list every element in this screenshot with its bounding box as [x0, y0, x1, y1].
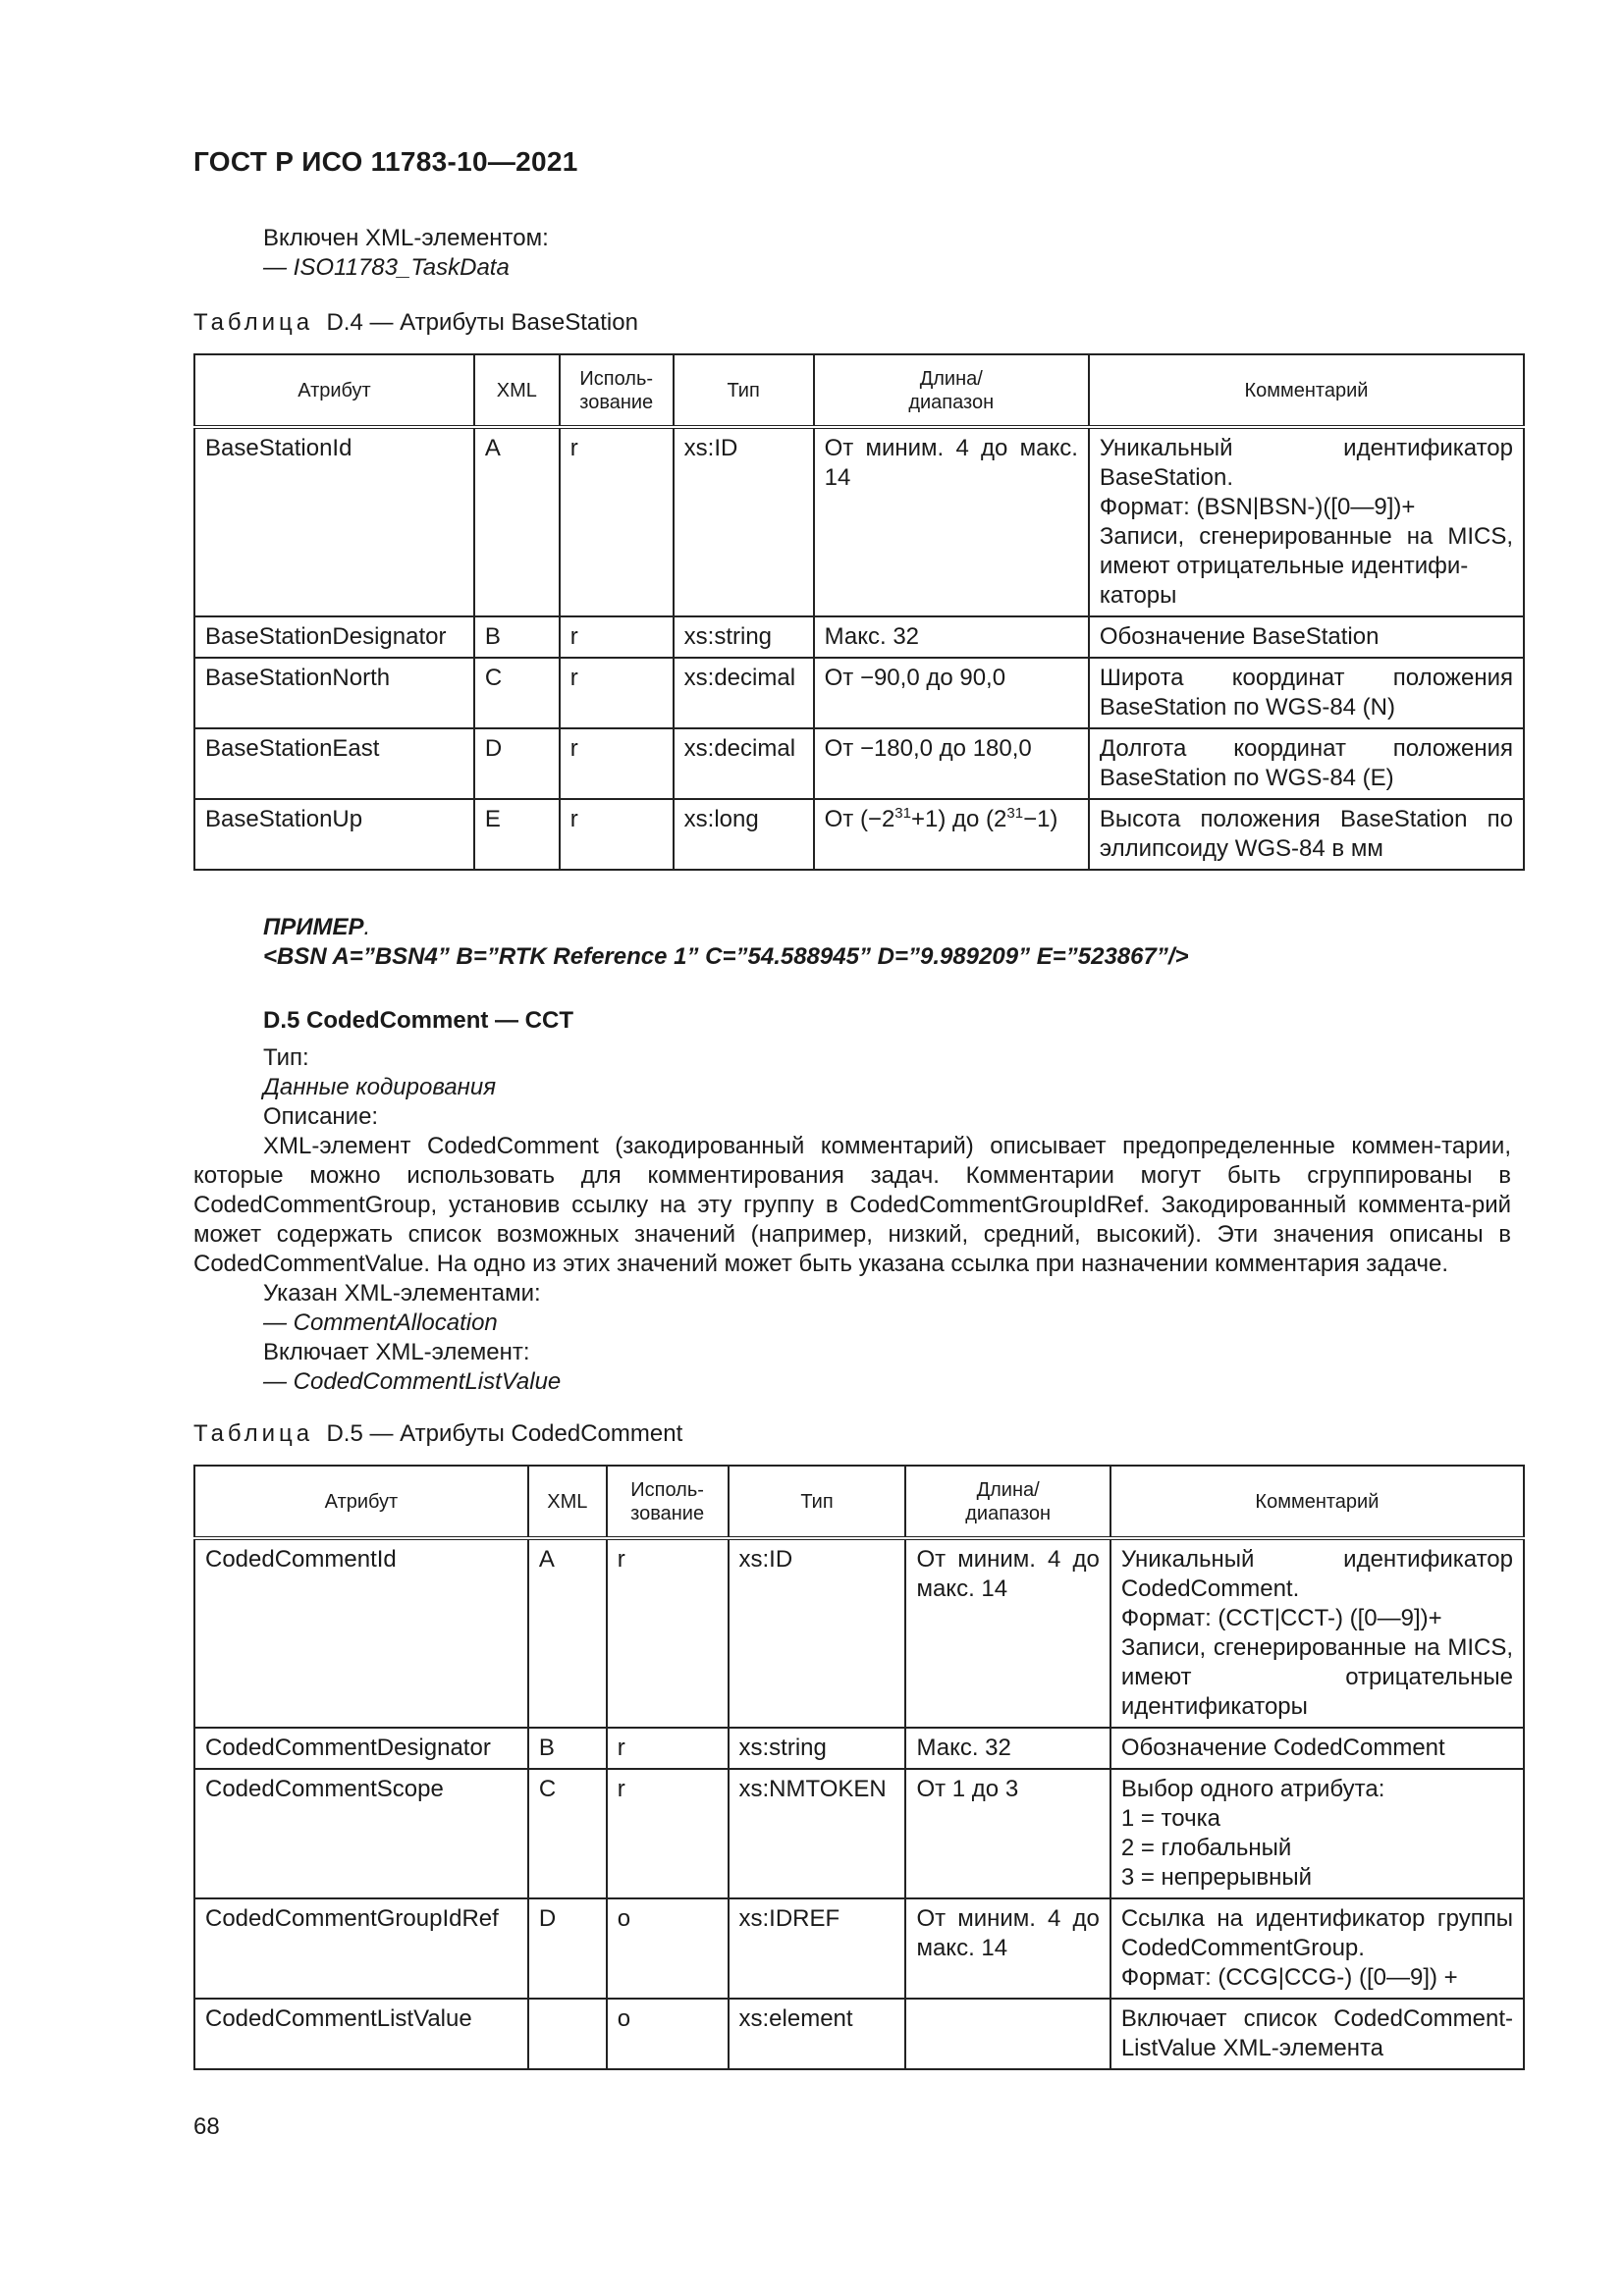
table-d5	[193, 1465, 1525, 2070]
table-row	[194, 1769, 1524, 1898]
cell-comment	[1110, 1538, 1524, 1728]
cell-comment: Долгота координат положения BaseStation по WGS-84 (E)	[1089, 728, 1524, 799]
cell-range: От миним. 4 до макс. 14	[905, 1898, 1110, 1999]
col-header-comment: Комментарий	[1110, 1466, 1524, 1538]
table-header-row	[194, 354, 1524, 427]
col-header-range-text: Длина/ диапазон	[908, 367, 995, 413]
document-header: ГОСТ Р ИСО 11783-10—2021	[193, 146, 578, 177]
cell-attribute: BaseStationUp	[194, 799, 474, 870]
cell-usage: r	[560, 658, 674, 728]
cell-usage: o	[607, 1999, 729, 2069]
cell-attribute: BaseStationEast	[194, 728, 474, 799]
section-d5-heading: D.5 CodedComment — CCT	[263, 1007, 574, 1034]
cell-type: xs:NMTOKEN	[729, 1769, 906, 1898]
table-header-row	[194, 1466, 1524, 1538]
included-value: — ISO11783_TaskData	[263, 254, 510, 281]
cell-comment	[1110, 1898, 1524, 1999]
cell-range: От −90,0 до 90,0	[814, 658, 1089, 728]
example-code: <BSN A=”BSN4” B=”RTK Reference 1” C=”54.588945” D=”9.989209” E=”523867”/>	[263, 943, 1189, 970]
description-label: Описание:	[263, 1103, 379, 1130]
table-row	[194, 1898, 1524, 1999]
referenced-value: — CommentAllocation	[263, 1309, 498, 1336]
col-header-usage-text: Исполь- зование	[579, 367, 654, 413]
description-text: XML-элемент CodedComment (закодированный комментарий) описывает предопределенные коммен-тарии, которые можно использовать для комментирования задач. Комментарии могут быть сгруппированы в CodedCommentGroup, установив ссылку на эту группу в CodedCommentGroupIdRef. Закодированный коммента-рий может содержать список возможных значений (например, низкий, средний, высокий). Эти значения описаны в CodedCommentValue. На одно из этих значений может быть указана ссылка при назначении комментария задаче.	[193, 1133, 1511, 1277]
cell-comment-text: Ссылка на идентификатор группы CodedCommentGroup. Формат: (CCG|CCG-) ([0—9]) +	[1120, 1905, 1513, 1991]
table-row	[194, 1538, 1524, 1728]
col-header-type: Тип	[674, 354, 814, 427]
page-number: 68	[193, 2113, 220, 2140]
cell-attribute: CodedCommentDesignator	[194, 1728, 528, 1769]
table-row	[194, 1728, 1524, 1769]
type-label: Тип:	[263, 1044, 309, 1071]
cell-comment: Широта координат положения BaseStation по WGS-84 (N)	[1089, 658, 1524, 728]
cell-usage: r	[607, 1769, 729, 1898]
cell-attribute: CodedCommentGroupIdRef	[194, 1898, 528, 1999]
type-value: Данные кодирования	[263, 1074, 497, 1100]
cell-attribute: BaseStationId	[194, 427, 474, 616]
table-row	[194, 658, 1524, 728]
col-header-attribute: Атрибут	[194, 1466, 528, 1538]
cell-range: От миним. 4 до макс. 14	[905, 1538, 1110, 1728]
col-header-range-text: Длина/ диапазон	[965, 1478, 1052, 1524]
cell-attribute: CodedCommentId	[194, 1538, 528, 1728]
cell-comment-text: Уникальный идентификатор CodedComment. Формат: (CCT|CCT-) ([0—9])+ Записи, сгенерированные на MICS, имеют отрицательные идентификаторы	[1120, 1546, 1513, 1720]
example-label: ПРИМЕР	[263, 914, 364, 940]
cell-comment	[1110, 1769, 1524, 1898]
col-header-attribute: Атрибут	[194, 354, 474, 427]
cell-type: xs:string	[674, 616, 814, 658]
cell-usage: r	[607, 1538, 729, 1728]
cell-attribute: BaseStationDesignator	[194, 616, 474, 658]
cell-type: xs:ID	[674, 427, 814, 616]
table-caption-prefix: Таблица	[193, 1420, 314, 1447]
table-row	[194, 728, 1524, 799]
cell-range	[905, 1999, 1110, 2069]
col-header-range	[814, 354, 1089, 427]
cell-range: Макс. 32	[905, 1728, 1110, 1769]
cell-usage: r	[560, 799, 674, 870]
referenced-label: Указан XML-элементами:	[263, 1280, 541, 1307]
cell-xml: D	[528, 1898, 607, 1999]
cell-range: От −180,0 до 180,0	[814, 728, 1089, 799]
cell-usage: r	[560, 427, 674, 616]
cell-xml: E	[474, 799, 560, 870]
example-block: ПРИМЕР. <BSN A=”BSN4” B=”RTK Reference 1” C=”54.588945” D=”9.989209” E=”523867”/>	[263, 914, 1189, 970]
table-caption-text: D.4 — Атрибуты BaseStation	[326, 309, 638, 336]
col-header-range	[905, 1466, 1110, 1538]
col-header-usage	[607, 1466, 729, 1538]
cell-range: Макс. 32	[814, 616, 1089, 658]
cell-usage: r	[607, 1728, 729, 1769]
cell-comment-text: Уникальный идентификатор BaseStation. Формат: (BSN|BSN-)([0—9])+ Записи, сгенерированные на MICS, имеют отрицательные идентифи- каторы	[1099, 435, 1513, 609]
includes-label: Включает XML-элемент:	[263, 1339, 530, 1365]
cell-xml: A	[528, 1538, 607, 1728]
included-label: Включен XML-элементом:	[263, 225, 549, 251]
cell-attribute: CodedCommentScope	[194, 1769, 528, 1898]
cell-type: xs:IDREF	[729, 1898, 906, 1999]
cell-comment	[1089, 427, 1524, 616]
cell-usage: r	[560, 616, 674, 658]
cell-usage: r	[560, 728, 674, 799]
cell-xml: A	[474, 427, 560, 616]
cell-comment-text: Выбор одного атрибута: 1 = точка 2 = глобальный 3 = непрерывный	[1120, 1776, 1385, 1891]
cell-attribute: BaseStationNorth	[194, 658, 474, 728]
includes-value: — CodedCommentListValue	[263, 1368, 562, 1395]
cell-xml	[528, 1999, 607, 2069]
cell-comment: Включает список CodedComment-ListValue XML-элемента	[1110, 1999, 1524, 2069]
cell-comment: Высота положения BaseStation по эллипсоиду WGS-84 в мм	[1089, 799, 1524, 870]
cell-range: От миним. 4 до макс. 14	[814, 427, 1089, 616]
cell-comment: Обозначение BaseStation	[1089, 616, 1524, 658]
cell-xml: C	[474, 658, 560, 728]
cell-xml: D	[474, 728, 560, 799]
cell-usage: o	[607, 1898, 729, 1999]
col-header-xml: XML	[474, 354, 560, 427]
table-d4-caption	[193, 308, 638, 338]
col-header-usage-text: Исполь- зование	[630, 1478, 705, 1524]
col-header-comment: Комментарий	[1089, 354, 1524, 427]
table-d5-caption	[193, 1419, 682, 1449]
cell-attribute: CodedCommentListValue	[194, 1999, 528, 2069]
table-caption-text: D.5 — Атрибуты CodedComment	[326, 1420, 683, 1447]
table-row	[194, 427, 1524, 616]
cell-xml: C	[528, 1769, 607, 1898]
col-header-type: Тип	[729, 1466, 906, 1538]
cell-type: xs:ID	[729, 1538, 906, 1728]
cell-type: xs:decimal	[674, 728, 814, 799]
table-row	[194, 799, 1524, 870]
table-row	[194, 616, 1524, 658]
table-row	[194, 1999, 1524, 2069]
cell-type: xs:long	[674, 799, 814, 870]
table-caption-prefix: Таблица	[193, 309, 314, 336]
cell-range: От 1 до 3	[905, 1769, 1110, 1898]
col-header-usage	[560, 354, 674, 427]
cell-type: xs:string	[729, 1728, 906, 1769]
cell-type: xs:decimal	[674, 658, 814, 728]
cell-xml: B	[474, 616, 560, 658]
cell-type: xs:element	[729, 1999, 906, 2069]
cell-comment: Обозначение CodedComment	[1110, 1728, 1524, 1769]
cell-xml: B	[528, 1728, 607, 1769]
table-d4	[193, 353, 1525, 871]
description-paragraph	[193, 1132, 1511, 1279]
col-header-xml: XML	[528, 1466, 607, 1538]
cell-range: От $(-2^{31}+1)$ до $(2^{31}-1)$	[814, 799, 1089, 870]
